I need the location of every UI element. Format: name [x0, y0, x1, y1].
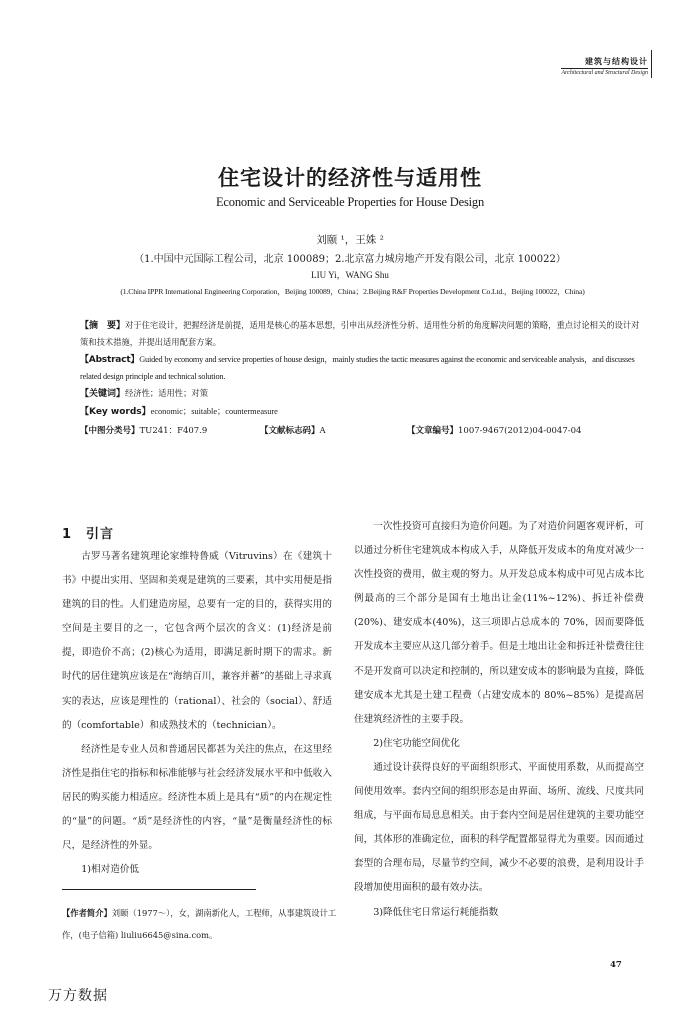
- affiliations-en: (1.China IPPR International Engineering Corporation，Beijing 100089，China；2.Beijing R&F Properties Development Co.Ltd.，Beijing 100022，China): [120, 287, 585, 296]
- page-number: 47: [610, 960, 622, 970]
- authors-en: LIU Yi，WANG Shu: [311, 270, 389, 280]
- subheading: 2)住宅功能空间优化: [373, 737, 460, 749]
- keywords-label-en: 【Key words】: [80, 407, 151, 417]
- abstract-en: [80, 352, 640, 384]
- running-header: [561, 56, 648, 76]
- keywords-text-zh: 经济性；适用性；对策: [125, 388, 208, 398]
- abstract-zh: [80, 318, 640, 350]
- abstract-text-en: Guided by economy and service properties of house design，mainly studies the tactic measures against the economic and serviceable analysis，and discusses related design principle and technical solution.: [80, 355, 635, 381]
- keywords-text-en: economic；suitable；countermeasure: [150, 407, 278, 416]
- paragraph: 一次性投资可直接归为造价问题。为了对造价问题客观评析，可以通过分析住宅建筑成本构成入手，从降低开发成本的角度对减少一次性投资的费用，做主观的努力。从开发总成本构成中可见占成本比例最高的三个部分是国有土地出让金(11%~12%)、拆迁补偿费(20%)、建安成本(40%)，这三项即占总成本的 70%，因而要降低开发成本主要应从这几部分着手。但是土地出让金和拆迁补偿费往往不是开发商可以决定和控制的，所以建安成本的影响最为直接，降低建安成本尤其是土建工程费（占建安成本的 80%~85%）是提高居住建筑经济性的主要手段。: [354, 521, 644, 725]
- clc-number: 【中图分类号】TU241：F407.9: [80, 426, 208, 436]
- body-left-column: [62, 545, 332, 882]
- authors-zh: 刘颐 ¹，王姝 ²: [316, 234, 384, 246]
- abstract-label-zh: 【摘 要】: [80, 321, 126, 331]
- document-code: 【文献标志码】A: [260, 426, 326, 436]
- paper-title-en: Economic and Serviceable Properties for House Design: [216, 195, 484, 209]
- subheading: 3)降低住宅日常运行耗能指数: [373, 906, 499, 918]
- article-number: 【文章编号】1007-9467(2012)04-0047-04: [407, 426, 582, 436]
- footnote-rule: [62, 889, 256, 890]
- section-heading-introduction: 1 引言: [62, 527, 115, 542]
- abstract-text-zh: 对于住宅设计，把握经济是前提，适用是核心的基本思想，引申出从经济性分析、适用性分析的角度解决问题的策略，重点讨论相关的设计对策和技术措施，并提出适用配套方案。: [80, 320, 640, 347]
- journal-name-zh: 建筑与结构设计: [561, 56, 648, 69]
- author-footnote: [62, 902, 337, 946]
- journal-name-en: Architectural and Structural Design: [561, 70, 648, 76]
- keywords-zh: [80, 386, 640, 403]
- wanfang-brand: 万方数据: [48, 988, 108, 1004]
- body-right-column: [354, 515, 644, 925]
- affiliations-zh: （1.中国中元国际工程公司，北京 100089；2.北京富力城房地产开发有限公司，北京 100022）: [134, 254, 566, 265]
- keywords-en: [80, 404, 640, 421]
- keywords-label-zh: 【关键词】: [80, 389, 126, 399]
- paragraph: 古罗马著名建筑理论家维特鲁威（Vitruvins）在《建筑十书》中提出实用、坚固和美观是建筑的三要素，其中实用便是指建筑的目的性。人们建造房屋，总要有一定的目的，获得实用的空间是主要目的之一，它包含两个层次的含义：(1)经济是前提，即造价不高；(2)核心为适用，即满足新时期下的需求。新时代的居住建筑应该是在“海纳百川，兼容并蓄”的基础上寻求真实的表达，应该是理性的（rational）、社会的（social）、舒适的（comfortable）和成熟技术的（technician）。: [62, 551, 332, 731]
- paragraph: 经济性是专业人员和普通居民都甚为关注的焦点，在这里经济性是指住宅的指标和标准能够与社会经济发展水平和中低收入居民的购买能力相适应。经济性本质上是具有“质”的内在规定性的“量”的问题。“质”是经济性的内容，“量”是衡量经济性的标尺，是经济性的外显。: [62, 743, 332, 852]
- paper-title-zh: 住宅设计的经济性与适用性: [218, 166, 482, 190]
- abstract-label-en: 【Abstract】: [80, 355, 140, 365]
- footnote-label: 【作者简介】: [62, 908, 112, 918]
- paragraph: 通过设计获得良好的平面组织形式、平面使用系数，从而提高空间使用效率。套内空间的组织形态是由界面、场所、流线、尺度共同组成，与平面布局息息相关。由于套内空间是居住建筑的主要功能空间，其体形的准确定位，面积的科学配置都显得尤为重要。因而通过套型的合理布局，尽量节约空间，减少不必要的浪费，是利用设计手段增加使用面积的最有效办法。: [354, 761, 644, 894]
- subheading: 1)相对造价低: [81, 864, 140, 876]
- footnote-text: 刘颐（1977～），女，湖南新化人，工程师，从事建筑设计工作，(电子信箱) liuliu6645@sina.com。: [62, 908, 337, 940]
- header-rule: [651, 50, 652, 78]
